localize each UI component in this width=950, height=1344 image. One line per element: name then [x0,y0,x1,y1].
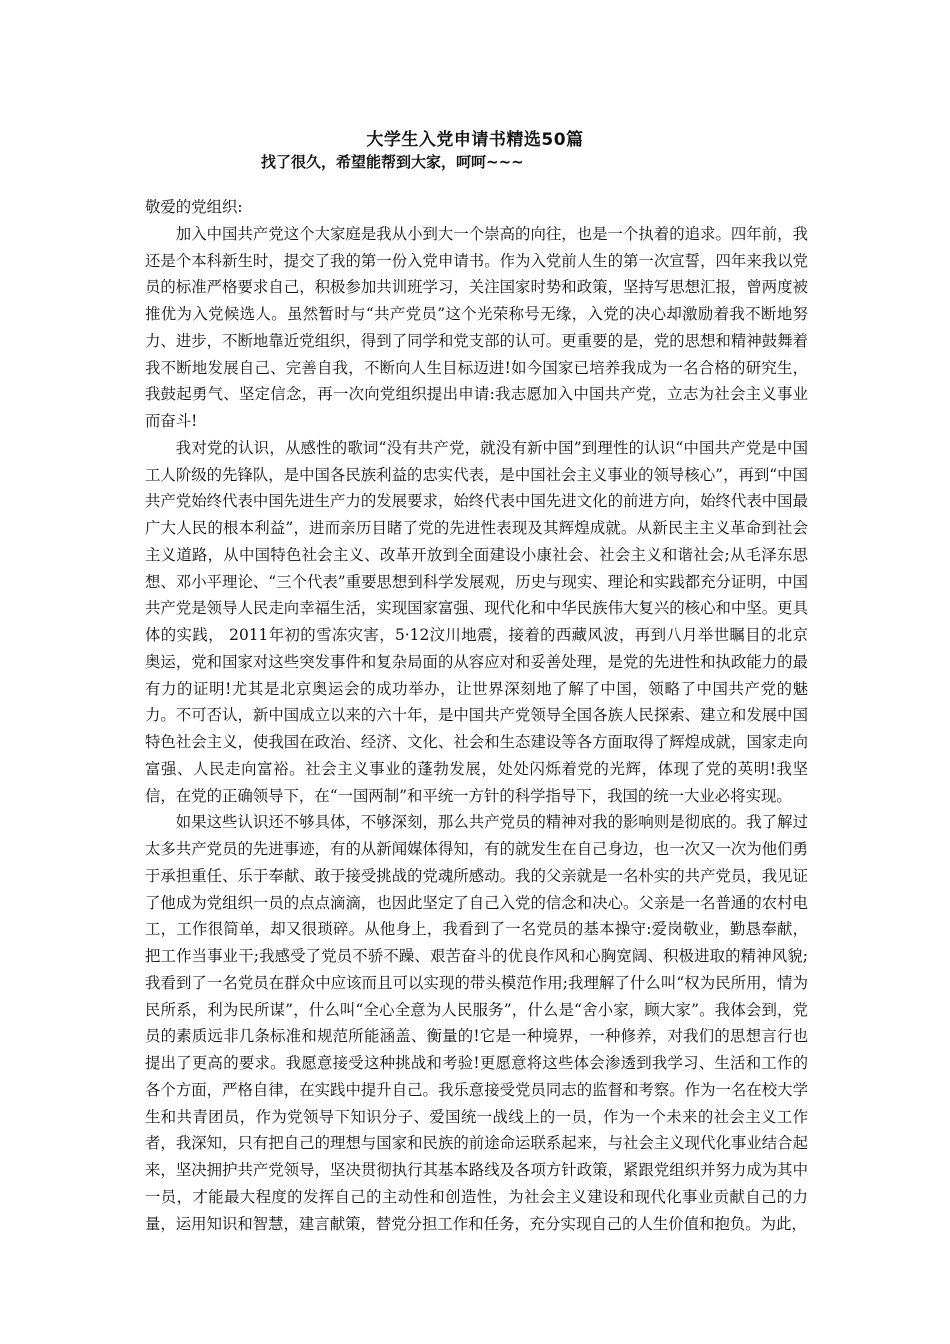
document-subtitle: 找了很久，希望能帮到大家，呵呵~~~ [261,153,524,171]
paragraph-1: 加入中国共产党这个大家庭是我从小到大一个崇高的向往，也是一个执着的追求。四年前，我还是个本科新生时，提交了我的第一份入党申请书。作为入党前人生的第一次宣誓，四年来我以党员的标准严格要求自己，积极参加共训班学习，关注国家时势和政策，坚持写思想汇报，曾两度被推优为入党候选人。虽然暂时与“共产党员”这个光荣称号无缘，入党的决心却激励着我不断地努力、进步，不断地靠近党组织，得到了同学和党支部的认可。更重要的是，党的思想和精神鼓舞着我不断地发展自己、完善自我，不断向人生目标迈进!如今国家已培养我成为一名合格的研究生，我鼓起勇气、坚定信念，再一次向党组织提出申请:我志愿加入中国共产党，立志为社会主义事业而奋斗! [145,224,808,430]
paragraph-2: 我对党的认识，从感性的歌词“没有共产党，就没有新中国”到理性的认识“中国共产党是中国工人阶级的先锋队，是中国各民族利益的忠实代表，是中国社会主义事业的领导核心”，再到“中国共产党始终代表中国先进生产力的发展要求，始终代表中国先进文化的前进方向，始终代表中国最广大人民的根本利益”，进而亲历目睹了党的先进性表现及其辉煌成就。从新民主主义革命到社会主义道路，从中国特色社会主义、改革开放到全面建设小康社会、社会主义和谐社会;从毛泽东思想、邓小平理论、“三个代表”重要思想到科学发展观，历史与现实、理论和实践都充分证明，中国共产党是领导人民走向幸福生活，实现国家富强、现代化和中华民族伟大复兴的核心和中坚。更具体的实践， 2011年初的雪冻灾害，5·12汶川地震，接着的西藏风波，再到八月举世瞩目的北京奥运，党和国家对这些突发事件和复杂局面的从容应对和妥善处理，是党的先进性和执政能力的最有力的证明!尤其是北京奥运会的成功举办，让世界深刻地了解了中国，领略了中国共产党的魅力。不可否认，新中国成立以来的六十年，是中国共产党领导全国各族人民探索、建立和发展中国特色社会主义，使我国在政治、经济、文化、社会和生态建设等各方面取得了辉煌成就，国家走向富强、人民走向富裕。社会主义事业的蓬勃发展，处处闪烁着党的光辉，体现了党的英明!我坚信，在党的正确领导下，在“一国两制”和平统一方针的科学指导下，我国的统一大业必将实现。 [145,438,808,805]
paragraph-3: 如果这些认识还不够具体，不够深刻，那么共产党员的精神对我的影响则是彻底的。我了解过太多共产党员的先进事迹，有的从新闻媒体得知，有的就发生在自己身边，也一次又一次为他们勇于承担重任、乐于奉献、敢于接受挑战的党魂所感动。我的父亲就是一名朴实的共产党员，我见证了他成为党组织一员的点点滴滴，也因此坚定了自己入党的信念和决心。父亲是一名普通的农村电工，工作很简单，却又很琐碎。从他身上，我看到了一名党员的基本操守:爱岗敬业，勤恳奉献，把工作当事业干;我感受了党员不骄不躁、艰苦奋斗的优良作风和心胸宽阔、积极进取的精神风貌;我看到了一名党员在群众中应该而且可以实现的带头模范作用;我理解了什么叫“权为民所用，情为民所系，利为民所谋”，什么叫“全心全意为人民服务”，什么是“舍小家，顾大家”。我体会到，党员的素质远非几条标准和规范所能涵盖、衡量的!它是一种境界，一种修养，对我们的思想言行也提出了更高的要求。我愿意接受这种挑战和考验!更愿意将这些体会渗透到我学习、生活和工作的各个方面，严格自律，在实践中提升自己。我乐意接受党员同志的监督和考察。作为一名在校大学生和共青团员，作为党领导下知识分子、爱国统一战线上的一员，作为一个未来的社会主义工作者，我深知，只有把自己的理想与国家和民族的前途命运联系起来，与社会主义现代化事业结合起来，坚决拥护共产党领导，坚决贯彻执行其基本路线及各项方针政策，紧跟党组织并努力成为其中一员，才能最大程度的发挥自己的主动性和创造性，为社会主义建设和现代化事业贡献自己的力量，运用知识和智慧，建言献策，替党分担工作和任务，充分实现自己的人生价值和抱负。为此， [145,813,808,1233]
document-body [145,194,808,1237]
document-title: 大学生入党申请书精选50篇 [366,130,584,150]
salutation: 敬爱的党组织: [145,198,243,216]
